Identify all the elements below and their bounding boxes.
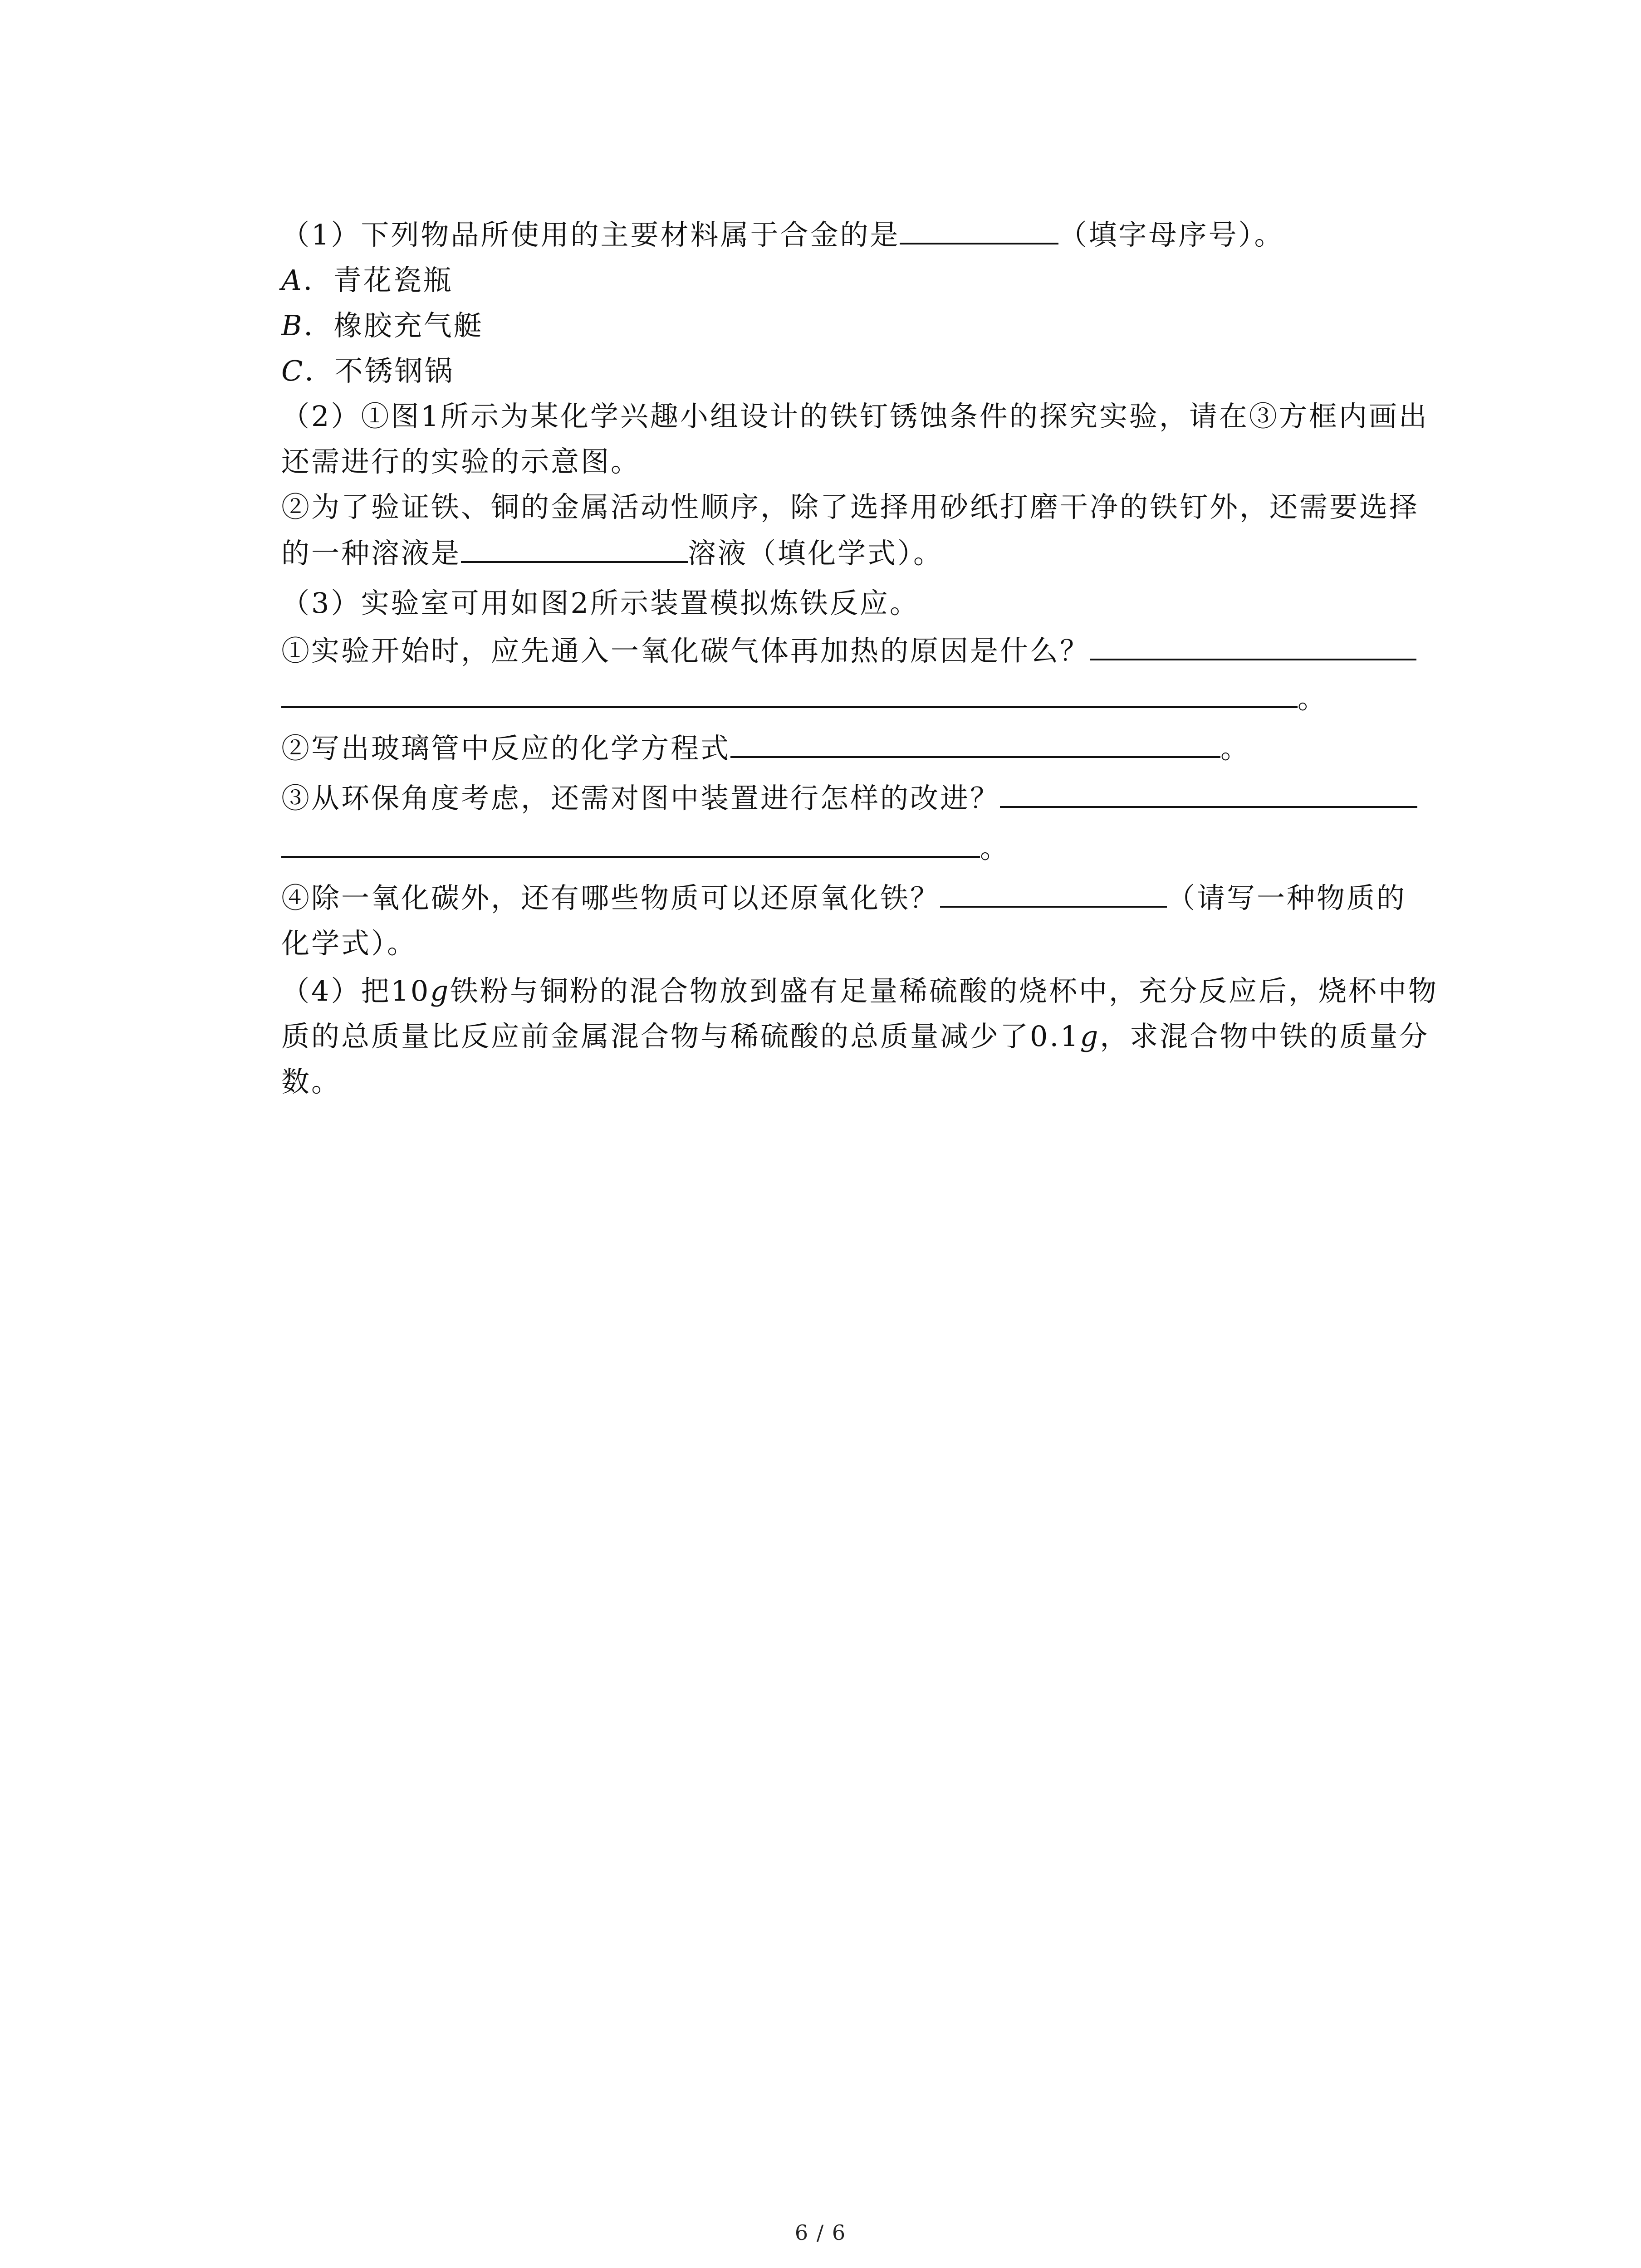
q3-sub-1-blank-b[interactable]: [281, 678, 1298, 708]
q4-line-1: [281, 968, 1438, 1014]
q1-stem: [281, 212, 1284, 258]
q3-sub-4-text: ④除一氧化碳外，还有哪些物质可以还原氧化铁？: [281, 881, 941, 914]
q2-solution-blank[interactable]: [461, 533, 688, 563]
q1-stem-suffix: （填字母序号）。: [1058, 218, 1284, 251]
q3-sub-4-suffix: （请写一种物质的: [1167, 881, 1407, 914]
q2-line-1: （2）①图1所示为某化学兴趣小组设计的铁钉锈蚀条件的探究实验，请在③方框内画出: [281, 400, 1429, 433]
q3-reductant-blank[interactable]: [940, 878, 1167, 908]
q3-sub-2-text: ②写出玻璃管中反应的化学方程式: [281, 732, 731, 765]
q4-line-2: [281, 1014, 1429, 1059]
q1-answer-blank[interactable]: [900, 215, 1058, 244]
q3-sub-1-end: 。: [1298, 682, 1328, 715]
page-number: 6 / 6: [794, 2220, 847, 2245]
q4-line-1-text-b: 铁粉与铜粉的混合物放到盛有足量稀硫酸的烧杯中，充分反应后，烧杯中物: [450, 974, 1439, 1007]
q3-equation-blank[interactable]: [730, 728, 1220, 758]
q4-unit-g: g: [430, 974, 451, 1007]
q3-sub-1-blank-a[interactable]: [1090, 631, 1416, 660]
q3-sub-4-cont: 化学式）。: [281, 927, 417, 960]
q2-line-2: 还需进行的实验的示意图。: [281, 445, 641, 478]
q3-sub-3: [281, 776, 1417, 821]
q4-line-2-text-b: ，求混合物中铁的质量分: [1100, 1020, 1430, 1053]
option-text: ．青花瓷瓶: [303, 264, 453, 297]
q2-line-3: ②为了验证铁、铜的金属活动性顺序，除了选择用砂纸打磨干净的铁钉外，还需要选择: [281, 490, 1420, 523]
option-letter: C: [281, 354, 305, 387]
q3-sub-3-text: ③从环保角度考虑，还需对图中装置进行怎样的改进？: [281, 782, 1000, 815]
q1-option-c: [281, 348, 454, 394]
q2-line-4-suffix: 溶液（填化学式）。: [688, 537, 944, 570]
q4-line-3: 数。: [281, 1065, 342, 1098]
q1-option-a: [281, 258, 453, 303]
q3-sub-4: [281, 875, 1406, 921]
q1-stem-text: （1）下列物品所使用的主要材料属于合金的是: [281, 218, 900, 251]
q3-sub-3-end: 。: [980, 831, 1010, 865]
q3-sub-3-cont: [281, 826, 1010, 871]
option-text: ．橡胶充气艇: [304, 309, 484, 342]
q3-sub-3-blank-a[interactable]: [1000, 778, 1417, 808]
option-letter: B: [281, 309, 304, 342]
q2-line-4: [281, 531, 943, 576]
q4-line-2-text-a: 质的总质量比反应前金属混合物与稀硫酸的总质量减少了0.1: [281, 1020, 1080, 1053]
option-letter: A: [281, 264, 304, 297]
q1-option-b: [281, 303, 484, 348]
q3-line-1: （3）实验室可用如图2所示装置模拟炼铁反应。: [281, 587, 920, 620]
q3-sub-3-blank-b[interactable]: [281, 828, 980, 858]
q2-line-4-text: 的一种溶液是: [281, 537, 461, 570]
q3-sub-2: [281, 726, 1250, 771]
q3-sub-1-cont: [281, 676, 1327, 721]
q3-sub-1-text: ①实验开始时，应先通入一氧化碳气体再加热的原因是什么？: [281, 634, 1090, 667]
q4-line-1-text-a: （4）把10: [281, 974, 431, 1007]
q4-unit-g: g: [1080, 1020, 1100, 1053]
option-text: ．不锈钢锅: [304, 354, 455, 387]
q3-sub-1: [281, 628, 1416, 674]
q3-sub-2-end: 。: [1220, 732, 1251, 765]
